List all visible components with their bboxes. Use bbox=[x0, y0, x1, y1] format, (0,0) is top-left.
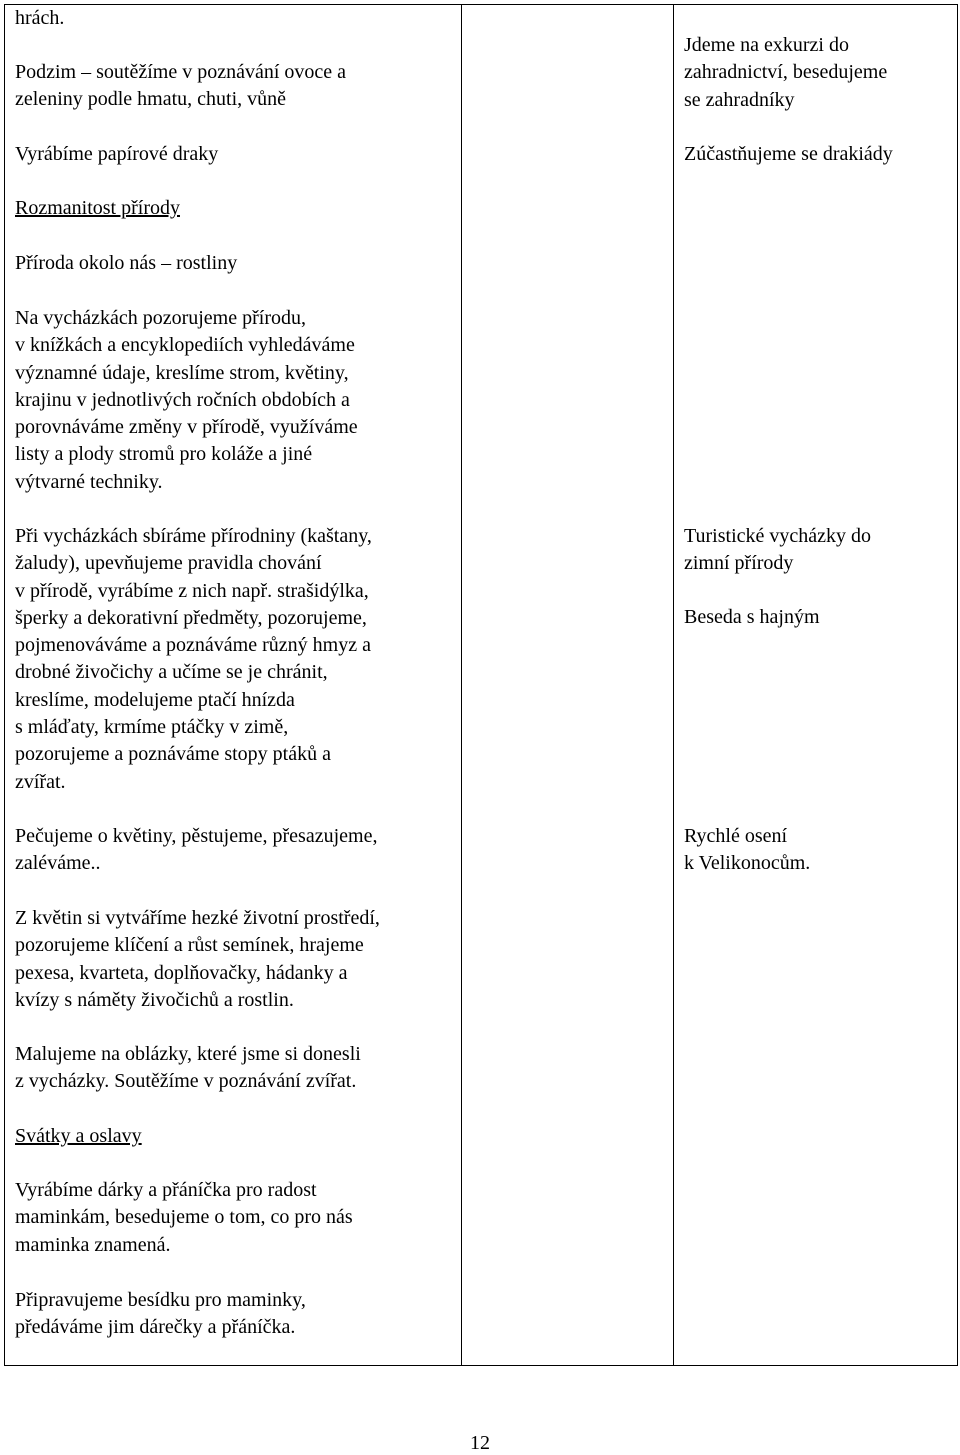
column-divider bbox=[461, 5, 462, 1365]
activity-note: Jdeme na exkurzi do zahradnictví, besedujeme se zahradníky bbox=[684, 34, 888, 111]
text-paragraph: Na vycházkách pozorujeme přírodu, v knížkách a encyklopediích vyhledáváme významné údaje, kreslíme strom, květiny, krajinu v jednotlivých ročních obdobích a porovnáváme změny v přírodě, využíváme listy a plody stromů pro koláže a jiné výtvarné techniky. bbox=[15, 307, 358, 493]
text-paragraph: Připravujeme besídku pro maminky, předáváme jim dárečky a přáníčka. bbox=[15, 1289, 306, 1339]
text-paragraph: Z květin si vytváříme hezké životní prostředí, pozorujeme klíčení a růst semínek, hrajeme pexesa, kvarteta, doplňovačky, hádanky a kvízy s náměty živočichů a rostlin. bbox=[15, 907, 380, 1011]
text-paragraph: Vyrábíme dárky a přáníčka pro radost maminkám, besedujeme o tom, co pro nás maminka znamená. bbox=[15, 1179, 353, 1256]
text-paragraph: Malujeme na oblázky, které jsme si donesli z vycházky. Soutěžíme v poznávání zvířat. bbox=[15, 1043, 361, 1093]
activity-note: Zúčastňujeme se drakiády bbox=[684, 143, 893, 165]
section-heading: Rozmanitost přírody bbox=[15, 197, 180, 219]
text-paragraph: hrách. bbox=[15, 7, 65, 29]
text-paragraph: Při vycházkách sbíráme přírodniny (kaštany, žaludy), upevňujeme pravidla chování v přírodě, vyrábíme z nich např. strašidýlka, šperky a dekorativní předměty, pozorujeme, pojmenováváme a poznáváme různý hmyz a drobné živočichy a učíme se je chránit, kreslíme, modelujeme ptačí hnízda s mláďaty, krmíme ptáčky v zimě, pozorujeme a poznáváme stopy ptáků a zvířat. bbox=[15, 525, 372, 793]
page-number: 12 bbox=[470, 1432, 490, 1454]
section-heading: Svátky a oslavy bbox=[15, 1125, 142, 1147]
activity-note: Turistické vycházky do zimní přírody bbox=[684, 525, 872, 575]
text-paragraph: Podzim – soutěžíme v poznávání ovoce a zeleniny podle hmatu, chuti, vůně bbox=[15, 61, 347, 111]
activity-note: Rychlé osení k Velikonocům. bbox=[684, 825, 811, 875]
activity-note: Beseda s hajným bbox=[684, 606, 820, 628]
text-paragraph: Vyrábíme papírové draky bbox=[15, 143, 219, 165]
column-divider bbox=[673, 5, 674, 1365]
text-paragraph: Příroda okolo nás – rostliny bbox=[15, 252, 238, 274]
text-paragraph: Pečujeme o květiny, pěstujeme, přesazujeme, zaléváme.. bbox=[15, 825, 378, 875]
